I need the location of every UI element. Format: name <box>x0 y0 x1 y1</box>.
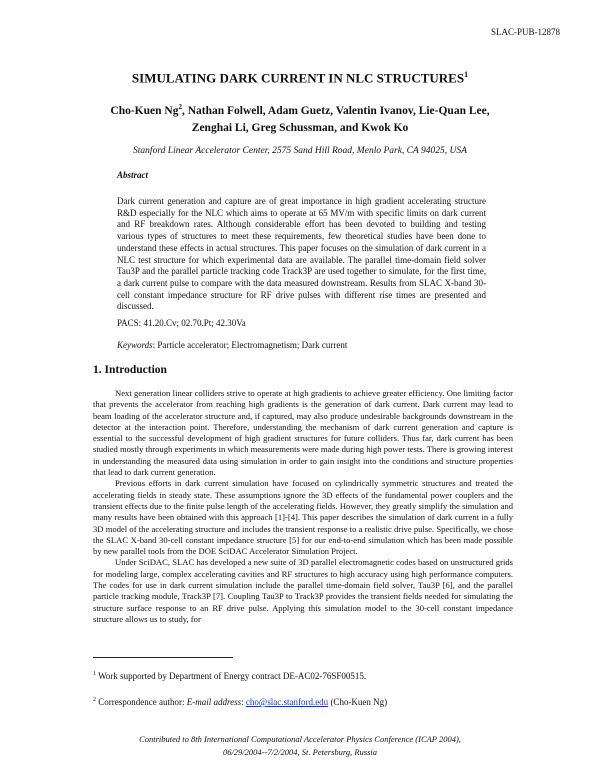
affiliation: Stanford Linear Accelerator Center, 2575 Sand Hill Road, Menlo Park, CA 94025, USA <box>133 146 467 156</box>
author-first: Cho-Kuen Ng <box>110 104 179 117</box>
author-line-2: Zenghai Li, Greg Schussman, and Kwok Ko <box>191 121 409 134</box>
author-line-1 <box>80 99 520 120</box>
paper-title <box>0 70 600 86</box>
paragraph: Under SciDAC, SLAC has developed a new suite of 3D parallel electromagnetic codes based on unstructured grids for modeling large, complex accelerating cavities and RF structures to high accuracy using high performance computers. The codes for use in dark current simulation include the parallel time-domain field solver, Tau3P [6], and the parallel particle tracking module, Track3P [7]. Coupling Tau3P to Track3P provides the transient fields needed for simulating the structure surface response to an RF drive pulse. Applying this simulation model to the 30-cell constant impedance structure allows us to study, for <box>93 557 513 624</box>
conference-footer <box>0 733 600 759</box>
footer-line-1: Contributed to 8th International Computational Accelerator Physics Conference (ICAP 2004), <box>139 734 461 744</box>
footnote-1-mark: 1 <box>93 671 96 677</box>
author-list <box>80 99 520 137</box>
title-footnote-mark: 1 <box>464 70 469 79</box>
footnote-2 <box>93 697 387 707</box>
author-rest: , Nathan Folwell, Adam Guetz, Valentin Ivanov, Lie-Quan Lee, <box>181 104 490 117</box>
report-number: SLAC-PUB-12878 <box>490 27 560 37</box>
abstract-text: Dark current generation and capture are of great importance in high gradient accelerating structure R&D especially for the NLC which aims to operate at 65 MV/m with specific limits on dark current and RF breakdown rates. Although considerable effort has been devoted to building and testing various types of structures to meet these requirements, few theoretical studies have been done to understand these effects in actual structures. This paper focuses on the simulation of dark current in a NLC test structure for which experimental data are available. The parallel time-domain field solver Tau3P and the parallel particle tracking code Track3P are used together to simulate, for the first time, a dark current pulse to compare with the data measured downstream. Results from SLAC X-band 30-cell constant impedance structure for RF drive pulses with different rise times are presented and discussed. <box>117 196 486 312</box>
footnote-2-mark: 2 <box>93 697 96 703</box>
footnote-2-name: (Cho-Kuen Ng) <box>328 697 388 707</box>
footer-line-2: 06/29/2004--7/2/2004, St. Petersburg, Russia <box>222 747 378 757</box>
section-heading: 1. Introduction <box>93 364 167 376</box>
paragraph: Next generation linear colliders strive to operate at high gradients to achieve greater efficiency. One limiting factor that prevents the accelerator from reaching high gradients is the generation of dark current. Dark current may lead to beam loading of the accelerator structure and, if captured, may also produce undesirable backgrounds downstream in the detector at the interaction point. Therefore, understanding the mechanism of dark current generation and capture is essential to the successful development of high gradient structures for future colliders. Thus far, dark current has been studied mostly through experiments in which measurements were made during high power tests. There is growing interest in understanding the measured data using simulation in order to gain insight into the conditions and structure properties that lead to dark current generation. <box>93 388 513 478</box>
keywords <box>117 340 347 350</box>
footnote-divider <box>93 657 233 658</box>
footnote-1-text: Work supported by Department of Energy contract DE-AC02-76SF00515. <box>96 671 367 681</box>
paragraph: Previous efforts in dark current simulation have focused on cylindrically symmetric structures and treated the accelerating fields in steady state. These assumptions ignore the 3D effects of the fundamental power couplers and the transient effects due to the finite pulse length of the accelerating fields. However, they greatly simplify the simulation and many results have been obtained with this approach [1]-[4]. This paper describes the simulation of dark current in a fully 3D model of the accelerating structure and includes the transient response to a realistic drive pulse. Specifically, we chose the SLAC X-band 30-cell constant impedance structure [5] for our end-to-end simulation which has been made possible by new parallel tools from the DOE SciDAC Accelerator Simulation Project. <box>93 478 513 557</box>
title-text: SIMULATING DARK CURRENT IN NLC STRUCTURES <box>131 70 465 86</box>
email-link[interactable]: cho@slac.stanford.edu <box>245 697 329 707</box>
email-colon: : <box>241 697 246 707</box>
keywords-label: Keywords <box>117 340 153 350</box>
keywords-text: : Particle accelerator; Electromagnetism; Dark current <box>152 340 348 350</box>
pacs-codes: PACS: 41.20.Cv; 02.70.Pt; 42.30Va <box>117 318 246 328</box>
author-footnote-mark: 2 <box>178 103 182 111</box>
email-label: E-mail address <box>186 697 242 707</box>
abstract-heading: Abstract <box>117 170 149 180</box>
footnote-1 <box>93 671 366 681</box>
section-body <box>93 388 513 625</box>
footnote-2-prefix: Correspondence author: <box>96 697 187 707</box>
